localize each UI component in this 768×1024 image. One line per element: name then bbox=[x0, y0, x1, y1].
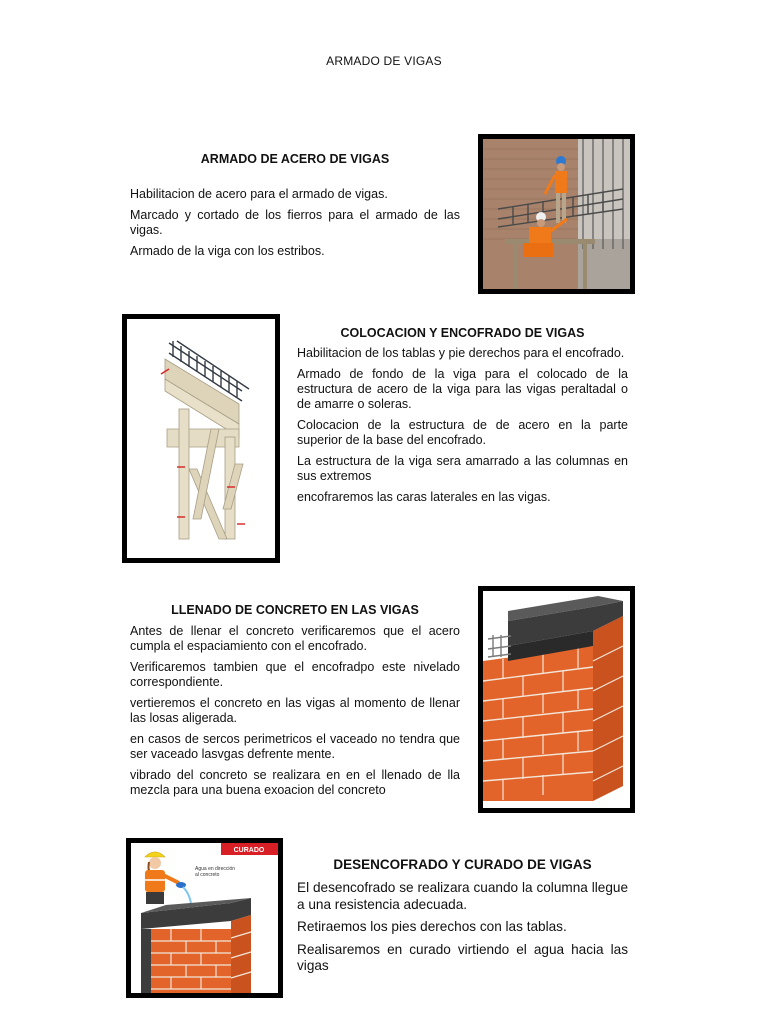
paragraph: Habilitacion de los tablas y pie derechos para el encofrado. bbox=[297, 346, 625, 360]
paragraph: en casos de sercos perimetricos el vaceado no tendra que ser vaceado lasvgas defrente mente. bbox=[130, 732, 460, 761]
beam-formwork-illustration bbox=[122, 314, 280, 563]
paragraph: Armado de fondo de la viga para el colocado de la estructura de acero de la viga para las vigas peraltadal o de amarre o soleras. bbox=[297, 367, 628, 411]
paragraph: Marcado y cortado de los fierros para el armado de las vigas. bbox=[130, 208, 460, 237]
document-title: ARMADO DE VIGAS bbox=[326, 54, 442, 68]
paragraph: vertieremos el concreto en las vigas al momento de llenar las losas aligerada. bbox=[130, 696, 460, 725]
paragraph: Armado de la viga con los estribos. bbox=[130, 244, 325, 258]
section-body bbox=[297, 880, 628, 981]
paragraph: Verificaremos tambien que el encofradpo este nivelado correspondiente. bbox=[130, 660, 460, 689]
paragraph: La estructura de la viga sera amarrado a las columnas en sus extremos bbox=[297, 454, 628, 483]
worker-curing-beam-illustration bbox=[126, 838, 283, 998]
section-body bbox=[297, 346, 628, 511]
banner-text: CURADO bbox=[233, 847, 265, 854]
section-heading: LLENADO DE CONCRETO EN LAS VIGAS bbox=[171, 603, 419, 617]
paragraph: Realisaremos en curado virtiendo el agua hacia las vigas bbox=[297, 941, 628, 973]
paragraph: Habilitacion de acero para el armado de vigas. bbox=[130, 187, 388, 201]
section-body bbox=[130, 187, 460, 265]
paragraph: Colocacion de la estructura de de acero en la parte superior de la base del encofrado. bbox=[297, 418, 628, 447]
section-heading: DESENCOFRADO Y CURADO DE VIGAS bbox=[333, 857, 592, 872]
section-body bbox=[130, 624, 460, 804]
brick-wall-concrete-beam-illustration bbox=[478, 586, 635, 813]
paragraph: Antes de llenar el concreto verificaremos que el acero cumpla el espaciamiento con el encofrado. bbox=[130, 624, 460, 653]
section-heading: COLOCACION Y ENCOFRADO DE VIGAS bbox=[340, 326, 585, 340]
paragraph: encofraremos las caras laterales en las vigas. bbox=[297, 490, 551, 504]
image-caption: al concreto bbox=[195, 872, 220, 878]
paragraph: vibrado del concreto se realizara en en el llenado de lla mezcla para una buena exoacion del concreto bbox=[130, 768, 460, 797]
workers-assembling-rebar-photo bbox=[478, 134, 635, 294]
section-heading: ARMADO DE ACERO DE VIGAS bbox=[200, 152, 390, 166]
paragraph: El desencofrado se realizara cuando la columna llegue a una resistencia adecuada. bbox=[297, 880, 628, 912]
image-caption: Agua en dirección bbox=[195, 866, 236, 872]
paragraph: Retiraemos los pies derechos con las tablas. bbox=[297, 919, 567, 934]
